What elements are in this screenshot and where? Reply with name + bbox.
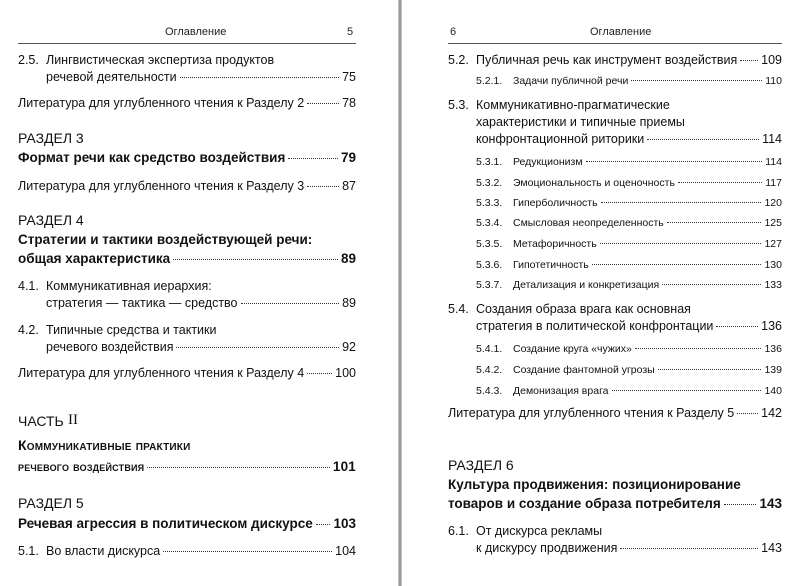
entry-page: 120: [764, 197, 782, 209]
entry-title-cont: общая характеристика: [18, 251, 171, 266]
toc-entry-section-3[interactable]: [18, 150, 356, 165]
entry-page: 92: [342, 340, 356, 354]
entry-number: 5.3.2.: [476, 177, 503, 189]
entry-title: Речевая агрессия в политическом дискурсе: [18, 516, 313, 531]
entry-number: 5.3.: [448, 98, 469, 112]
entry-title-cont: стратегия — тактика — средство: [46, 296, 238, 310]
left-page: [0, 0, 398, 586]
entry-title: Культура продвижения: позиционирование: [448, 477, 741, 492]
entry-page: 114: [762, 132, 782, 146]
right-page: [402, 0, 800, 586]
entry-page: 87: [342, 179, 356, 193]
entry-page: 100: [335, 366, 356, 380]
entry-title-cont: к дискурсу продвижения: [476, 541, 618, 555]
section-label-6: РАЗДЕЛ 6: [448, 457, 514, 473]
header-rule: [18, 43, 356, 44]
entry-title-cont: речевого воздействия: [46, 340, 174, 354]
entry-number: 5.2.: [448, 53, 469, 67]
entry-title-cont: конфронтационной риторики: [476, 132, 645, 146]
entry-page: 103: [333, 516, 356, 531]
entry-title: Создание круга «чужих»: [513, 343, 632, 355]
entry-title-cont: товаров и создание образа потребителя: [448, 496, 721, 511]
page-number: 5: [347, 26, 354, 38]
entry-title: Публичная речь как инструмент воздействия: [476, 53, 738, 67]
entry-title-cont: характеристики и типичные приемы: [476, 115, 685, 129]
entry-page: 142: [761, 406, 782, 420]
toc-entry-lit-2[interactable]: [18, 96, 356, 111]
entry-page: 75: [342, 70, 356, 84]
entry-number: 5.3.1.: [476, 156, 503, 168]
entry-title: Формат речи как средство воздействия: [18, 150, 286, 165]
entry-page: 140: [764, 385, 782, 397]
entry-page: 78: [342, 96, 356, 110]
entry-title: Стратегии и тактики воздействующей речи:: [18, 232, 313, 247]
entry-page: 133: [764, 279, 782, 291]
entry-title-cont: стратегия в политической конфронтации: [476, 319, 714, 333]
toc-entry-lit-3[interactable]: [18, 179, 356, 194]
entry-page: 143: [761, 541, 782, 555]
entry-page: 139: [764, 364, 782, 376]
entry-title: От дискурса рекламы: [476, 524, 603, 538]
entry-title: Задачи публичной речи: [513, 75, 629, 87]
entry-number: 5.1.: [18, 544, 39, 558]
entry-title: Коммуникативно-прагматические: [476, 98, 670, 112]
toc-entry-lit-4[interactable]: [18, 366, 356, 381]
entry-page: 125: [764, 217, 782, 229]
entry-page: 101: [332, 459, 356, 474]
entry-page: 127: [764, 238, 782, 250]
entry-page: 79: [340, 150, 356, 165]
entry-title: Коммуникативная иерархия:: [46, 279, 212, 293]
page-number: 6: [450, 26, 457, 38]
running-header-title: Оглавление: [165, 26, 227, 38]
entry-number: 5.4.2.: [476, 364, 503, 376]
entry-title: Создания образа врага как основная: [476, 302, 691, 316]
entry-title: Во власти дискурса: [46, 544, 161, 558]
entry-page: 117: [765, 177, 782, 189]
entry-title: Смысловая неопределенность: [513, 217, 664, 229]
entry-number: 5.3.4.: [476, 217, 503, 229]
entry-number: 5.3.7.: [476, 279, 503, 291]
entry-number: 5.4.: [448, 302, 469, 316]
entry-page: 89: [340, 251, 356, 266]
entry-number: 5.2.1.: [476, 75, 503, 87]
running-header-title: Оглавление: [590, 26, 652, 38]
entry-page: 136: [764, 343, 782, 355]
entry-title: Создание фантомной угрозы: [513, 364, 655, 376]
entry-page: 143: [759, 496, 782, 511]
section-label-4: РАЗДЕЛ 4: [18, 212, 84, 228]
entry-title: Коммуникативные практики: [18, 437, 191, 453]
entry-number: 2.5.: [18, 53, 39, 67]
entry-number: 4.2.: [18, 323, 39, 337]
entry-page: 109: [761, 53, 782, 67]
part-label: ЧАСТЬ: [18, 413, 64, 429]
entry-title: Литература для углубленного чтения к Разделу 3: [18, 179, 305, 193]
entry-page: 89: [342, 296, 356, 310]
entry-number: 5.3.5.: [476, 238, 503, 250]
entry-number: 5.3.6.: [476, 259, 503, 271]
entry-page: 104: [335, 544, 356, 558]
entry-title: Лингвистическая экспертиза продуктов: [46, 53, 275, 67]
toc-entry-section-5[interactable]: [18, 516, 356, 531]
entry-number: 6.1.: [448, 524, 469, 538]
entry-title-cont: речевого воздействия: [18, 459, 145, 474]
entry-title: Литература для углубленного чтения к Разделу 2: [18, 96, 305, 110]
part-roman-numeral: II: [68, 412, 78, 428]
entry-title: Детализация и конкретизация: [513, 279, 660, 291]
entry-number: 5.4.1.: [476, 343, 503, 355]
entry-number: 5.4.3.: [476, 385, 503, 397]
entry-title: Гипотетичность: [513, 259, 589, 271]
toc-entry-lit-5[interactable]: [448, 406, 782, 421]
entry-page: 110: [765, 75, 782, 87]
entry-page: 130: [764, 259, 782, 271]
entry-page: 136: [761, 319, 782, 333]
section-label-3: РАЗДЕЛ 3: [18, 130, 84, 146]
entry-title: Демонизация врага: [513, 385, 609, 397]
entry-title-cont: речевой деятельности: [46, 70, 177, 84]
section-label-5: РАЗДЕЛ 5: [18, 495, 84, 511]
entry-number: 4.1.: [18, 279, 39, 293]
header-rule: [448, 43, 782, 44]
entry-page: 114: [765, 156, 782, 168]
entry-number: 5.3.3.: [476, 197, 503, 209]
entry-title: Эмоциональность и оценочность: [513, 177, 675, 189]
entry-title: Литература для углубленного чтения к Разделу 5: [448, 406, 735, 420]
entry-title: Литература для углубленного чтения к Разделу 4: [18, 366, 305, 380]
entry-title: Редукционизм: [513, 156, 583, 168]
entry-title: Метафоричность: [513, 238, 597, 250]
entry-title: Гиперболичность: [513, 197, 598, 209]
entry-title: Типичные средства и тактики: [46, 323, 217, 337]
